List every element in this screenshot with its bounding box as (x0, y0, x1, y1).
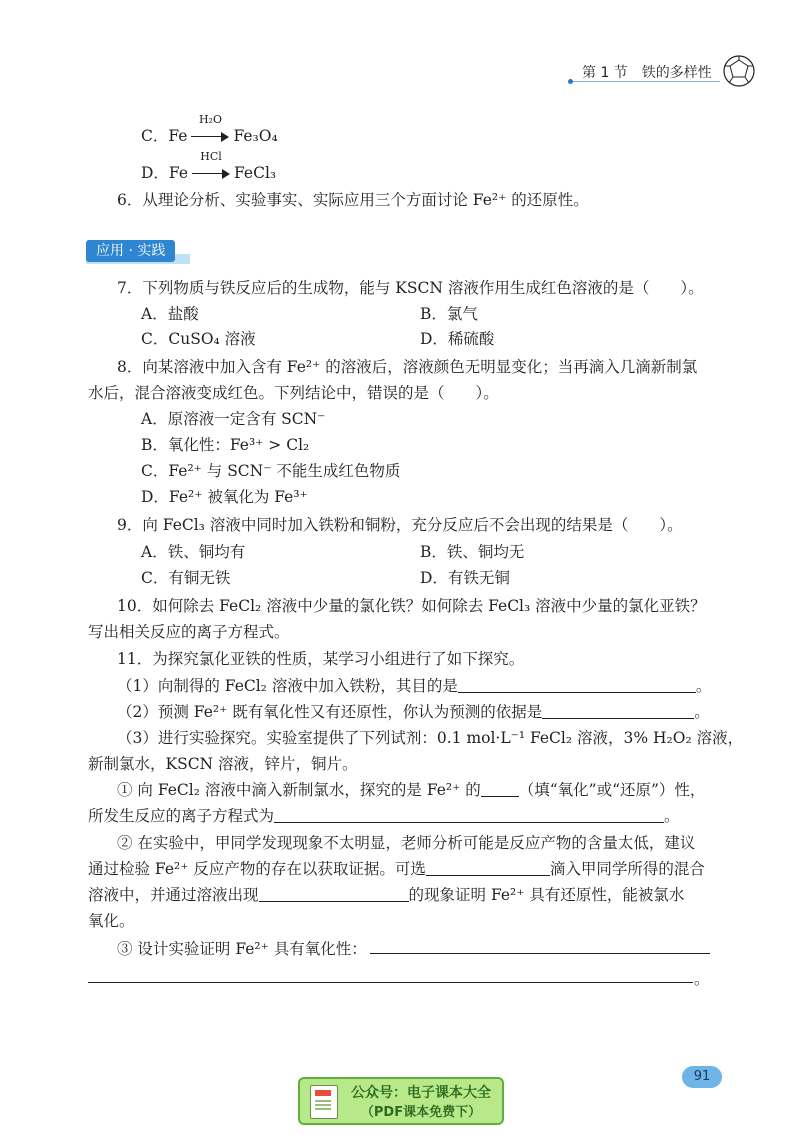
reaction-arrow (191, 113, 229, 143)
header-dot (568, 79, 573, 84)
option-c-reaction (141, 113, 278, 146)
subquestion-2-line4: 氧化。 (88, 912, 135, 930)
answer-blank[interactable] (88, 982, 693, 983)
question-8-option-c: C．Fe²⁺ 与 SCN⁻ 不能生成红色物质 (141, 462, 401, 480)
subquestion-3: ③ 设计实验证明 Fe²⁺ 具有氧化性： (117, 940, 367, 958)
question-11-stem: 11．为探究氯化亚铁的性质，某学习小组进行了如下探究。 (117, 650, 525, 668)
reaction-product: FeCl₃ (234, 164, 277, 182)
subquestion-2-line3: 溶液中，并通过溶液出现 的现象证明 Fe²⁺ 具有还原性，能被氯水 (88, 886, 685, 904)
question-7-option-d: D．稀硫酸 (420, 330, 495, 348)
question-11-part1: （1）向制得的 FeCl₂ 溶液中加入铁粉，其目的是 。 (117, 677, 712, 695)
question-7-option-b: B．氯气 (420, 305, 478, 323)
option-d-label: D．Fe (141, 164, 189, 182)
question-11-part2: （2）预测 Fe²⁺ 既有氧化性又有还原性，你认为预测的依据是 。 (117, 703, 710, 721)
reaction-product: Fe₃O₄ (233, 127, 278, 145)
question-8-option-b: B．氧化性：Fe³⁺ > Cl₂ (141, 436, 310, 454)
subquestion-2-line2: 通过检验 Fe²⁺ 反应产物的存在以获取证据。可选 滴入甲同学所得的混合 (88, 860, 705, 878)
answer-blank[interactable] (259, 887, 409, 902)
question-7-option-a: A．盐酸 (141, 305, 199, 323)
question-8-stem-line1: 8．向某溶液中加入含有 Fe²⁺ 的溶液后，溶液颜色无明显变化；当再滴入几滴新制氯 (117, 358, 698, 376)
answer-blank[interactable] (458, 678, 696, 693)
question-11-part3-line1: （3）进行实验探究。实验室提供了下列试剂：0.1 mol·L⁻¹ FeCl₂ 溶液，3% H₂O₂ 溶液， (117, 729, 744, 747)
subquestion-1-line1: ① 向 FeCl₂ 溶液中滴入新制氯水，探究的是 Fe²⁺ 的 （填“氧化”或“还原”）性， (117, 781, 706, 799)
reaction-condition: H₂O (198, 113, 222, 126)
question-7-option-c: C．CuSO₄ 溶液 (141, 330, 256, 348)
answer-blank[interactable] (370, 953, 710, 954)
question-9-option-d: D．有铁无铜 (420, 569, 510, 587)
reaction-arrow (192, 150, 230, 180)
answer-blank[interactable] (542, 704, 694, 719)
question-9-option-a: A．铁、铜均有 (141, 543, 246, 561)
subquestion-2-line1: ② 在实验中，甲同学发现现象不太明显，老师分析可能是反应产物的含量太低，建议 (117, 834, 696, 852)
molecule-icon (722, 54, 756, 92)
question-8-option-a: A．原溶液一定含有 SCN⁻ (141, 410, 326, 428)
watermark-line2: （PDF课本免费下） (360, 1105, 482, 1120)
final-period: 。 (694, 970, 710, 988)
watermark-banner (298, 1077, 504, 1125)
answer-blank[interactable] (426, 861, 550, 876)
book-logo-icon (310, 1085, 338, 1119)
option-d-reaction (141, 150, 277, 183)
question-9-option-b: B．铁、铜均无 (420, 543, 525, 561)
page-number: 91 (682, 1066, 722, 1088)
question-11-part3-line2: 新制氯水，KSCN 溶液，锌片，铜片。 (88, 755, 358, 773)
question-9-option-c: C．有铜无铁 (141, 569, 231, 587)
question-10-line2: 写出相关反应的离子方程式。 (88, 623, 290, 641)
question-6: 6．从理论分析、实验事实、实际应用三个方面讨论 Fe²⁺ 的还原性。 (117, 191, 589, 209)
page-title: 第 1 节 铁的多样性 (582, 65, 712, 81)
answer-blank[interactable] (481, 782, 519, 797)
reaction-condition: HCl (200, 150, 222, 163)
option-c-label: C．Fe (141, 127, 188, 145)
question-7-stem: 7．下列物质与铁反应后的生成物，能与 KSCN 溶液作用生成红色溶液的是（ ）。 (117, 279, 704, 297)
question-9-stem: 9．向 FeCl₃ 溶液中同时加入铁粉和铜粉，充分反应后不会出现的结果是（ ）。 (117, 516, 683, 534)
question-8-option-d: D．Fe²⁺ 被氧化为 Fe³⁺ (141, 488, 308, 506)
question-10-line1: 10．如何除去 FeCl₂ 溶液中少量的氯化铁？如何除去 FeCl₃ 溶液中少量的氯化亚铁？ (117, 597, 706, 615)
answer-blank[interactable] (274, 808, 664, 823)
subquestion-1-line2: 所发生反应的离子方程式为 。 (88, 807, 680, 825)
section-badge: 应用 · 实践 (86, 240, 175, 262)
watermark-line1: 公众号：电子课本大全 (351, 1085, 491, 1101)
question-8-stem-line2: 水后，混合溶液变成红色。下列结论中，错误的是（ ）。 (88, 384, 499, 402)
